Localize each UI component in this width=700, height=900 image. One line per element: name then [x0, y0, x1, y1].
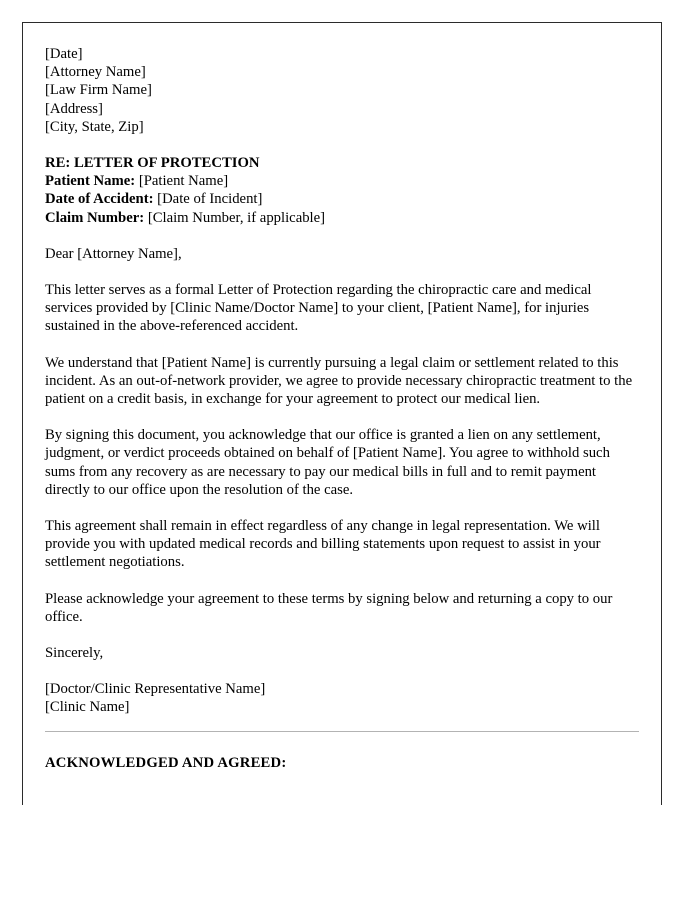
date-of-accident-field [45, 190, 639, 208]
signature-block [45, 680, 639, 716]
field-label: Claim Number: [45, 209, 145, 226]
section-divider [45, 731, 639, 732]
re-line: RE: LETTER OF PROTECTION [45, 155, 260, 172]
field-value: [Patient Name] [135, 173, 229, 190]
field-value: [Claim Number, if applicable] [144, 209, 326, 226]
patient-name-field [45, 172, 639, 190]
address-line: [Date] [45, 46, 83, 62]
address-line: [Attorney Name] [45, 64, 146, 81]
acknowledgment-heading: ACKNOWLEDGED AND AGREED: [45, 754, 287, 771]
letter-body [45, 45, 639, 805]
document-page [22, 22, 662, 805]
salutation: Dear [Attorney Name], [45, 245, 182, 262]
body-paragraph: Please acknowledge your agreement to these terms by signing below and returning a copy to our office. [45, 590, 613, 625]
body-paragraph: By signing this document, you acknowledge that our office is granted a lien on any settlement, judgment, or verdict proceeds obtained on behalf of [Patient Name]. You agree to withhold such sums from any recovery as are necessary to pay our medical bills in full and to remit payment directly to our office upon the resolution of the case. [45, 427, 610, 498]
field-label: Date of Accident: [45, 191, 154, 208]
recipient-address-block [45, 45, 639, 136]
address-line: [Address] [45, 100, 103, 117]
body-paragraph: This letter serves as a formal Letter of Protection regarding the chiropractic care and medical services provided by [Clinic Name/Doctor Name] to your client, [Patient Name], for injuries sustained in the above-referenced accident. [45, 282, 592, 335]
document-content [23, 23, 661, 805]
clinic-name: [Clinic Name] [45, 699, 130, 716]
field-value: [Date of Incident] [153, 191, 263, 208]
body-paragraph: This agreement shall remain in effect regardless of any change in legal representation. We will provide you with updated medical records and billing statements upon request to assist in your settlement negotiations. [45, 518, 601, 571]
claim-number-field [45, 209, 639, 227]
subject-block [45, 154, 639, 227]
body-paragraph: We understand that [Patient Name] is currently pursuing a legal claim or settlement related to this incident. As an out-of-network provider, we agree to provide necessary chiropractic treatment to the patient on a credit basis, in exchange for your agreement to protect our medical lien. [45, 354, 633, 408]
closing-salutation: Sincerely, [45, 645, 104, 662]
field-label: Patient Name: [45, 173, 136, 190]
address-line: [City, State, Zip] [45, 118, 144, 135]
signer-name: [Doctor/Clinic Representative Name] [45, 681, 266, 698]
address-line: [Law Firm Name] [45, 82, 152, 99]
